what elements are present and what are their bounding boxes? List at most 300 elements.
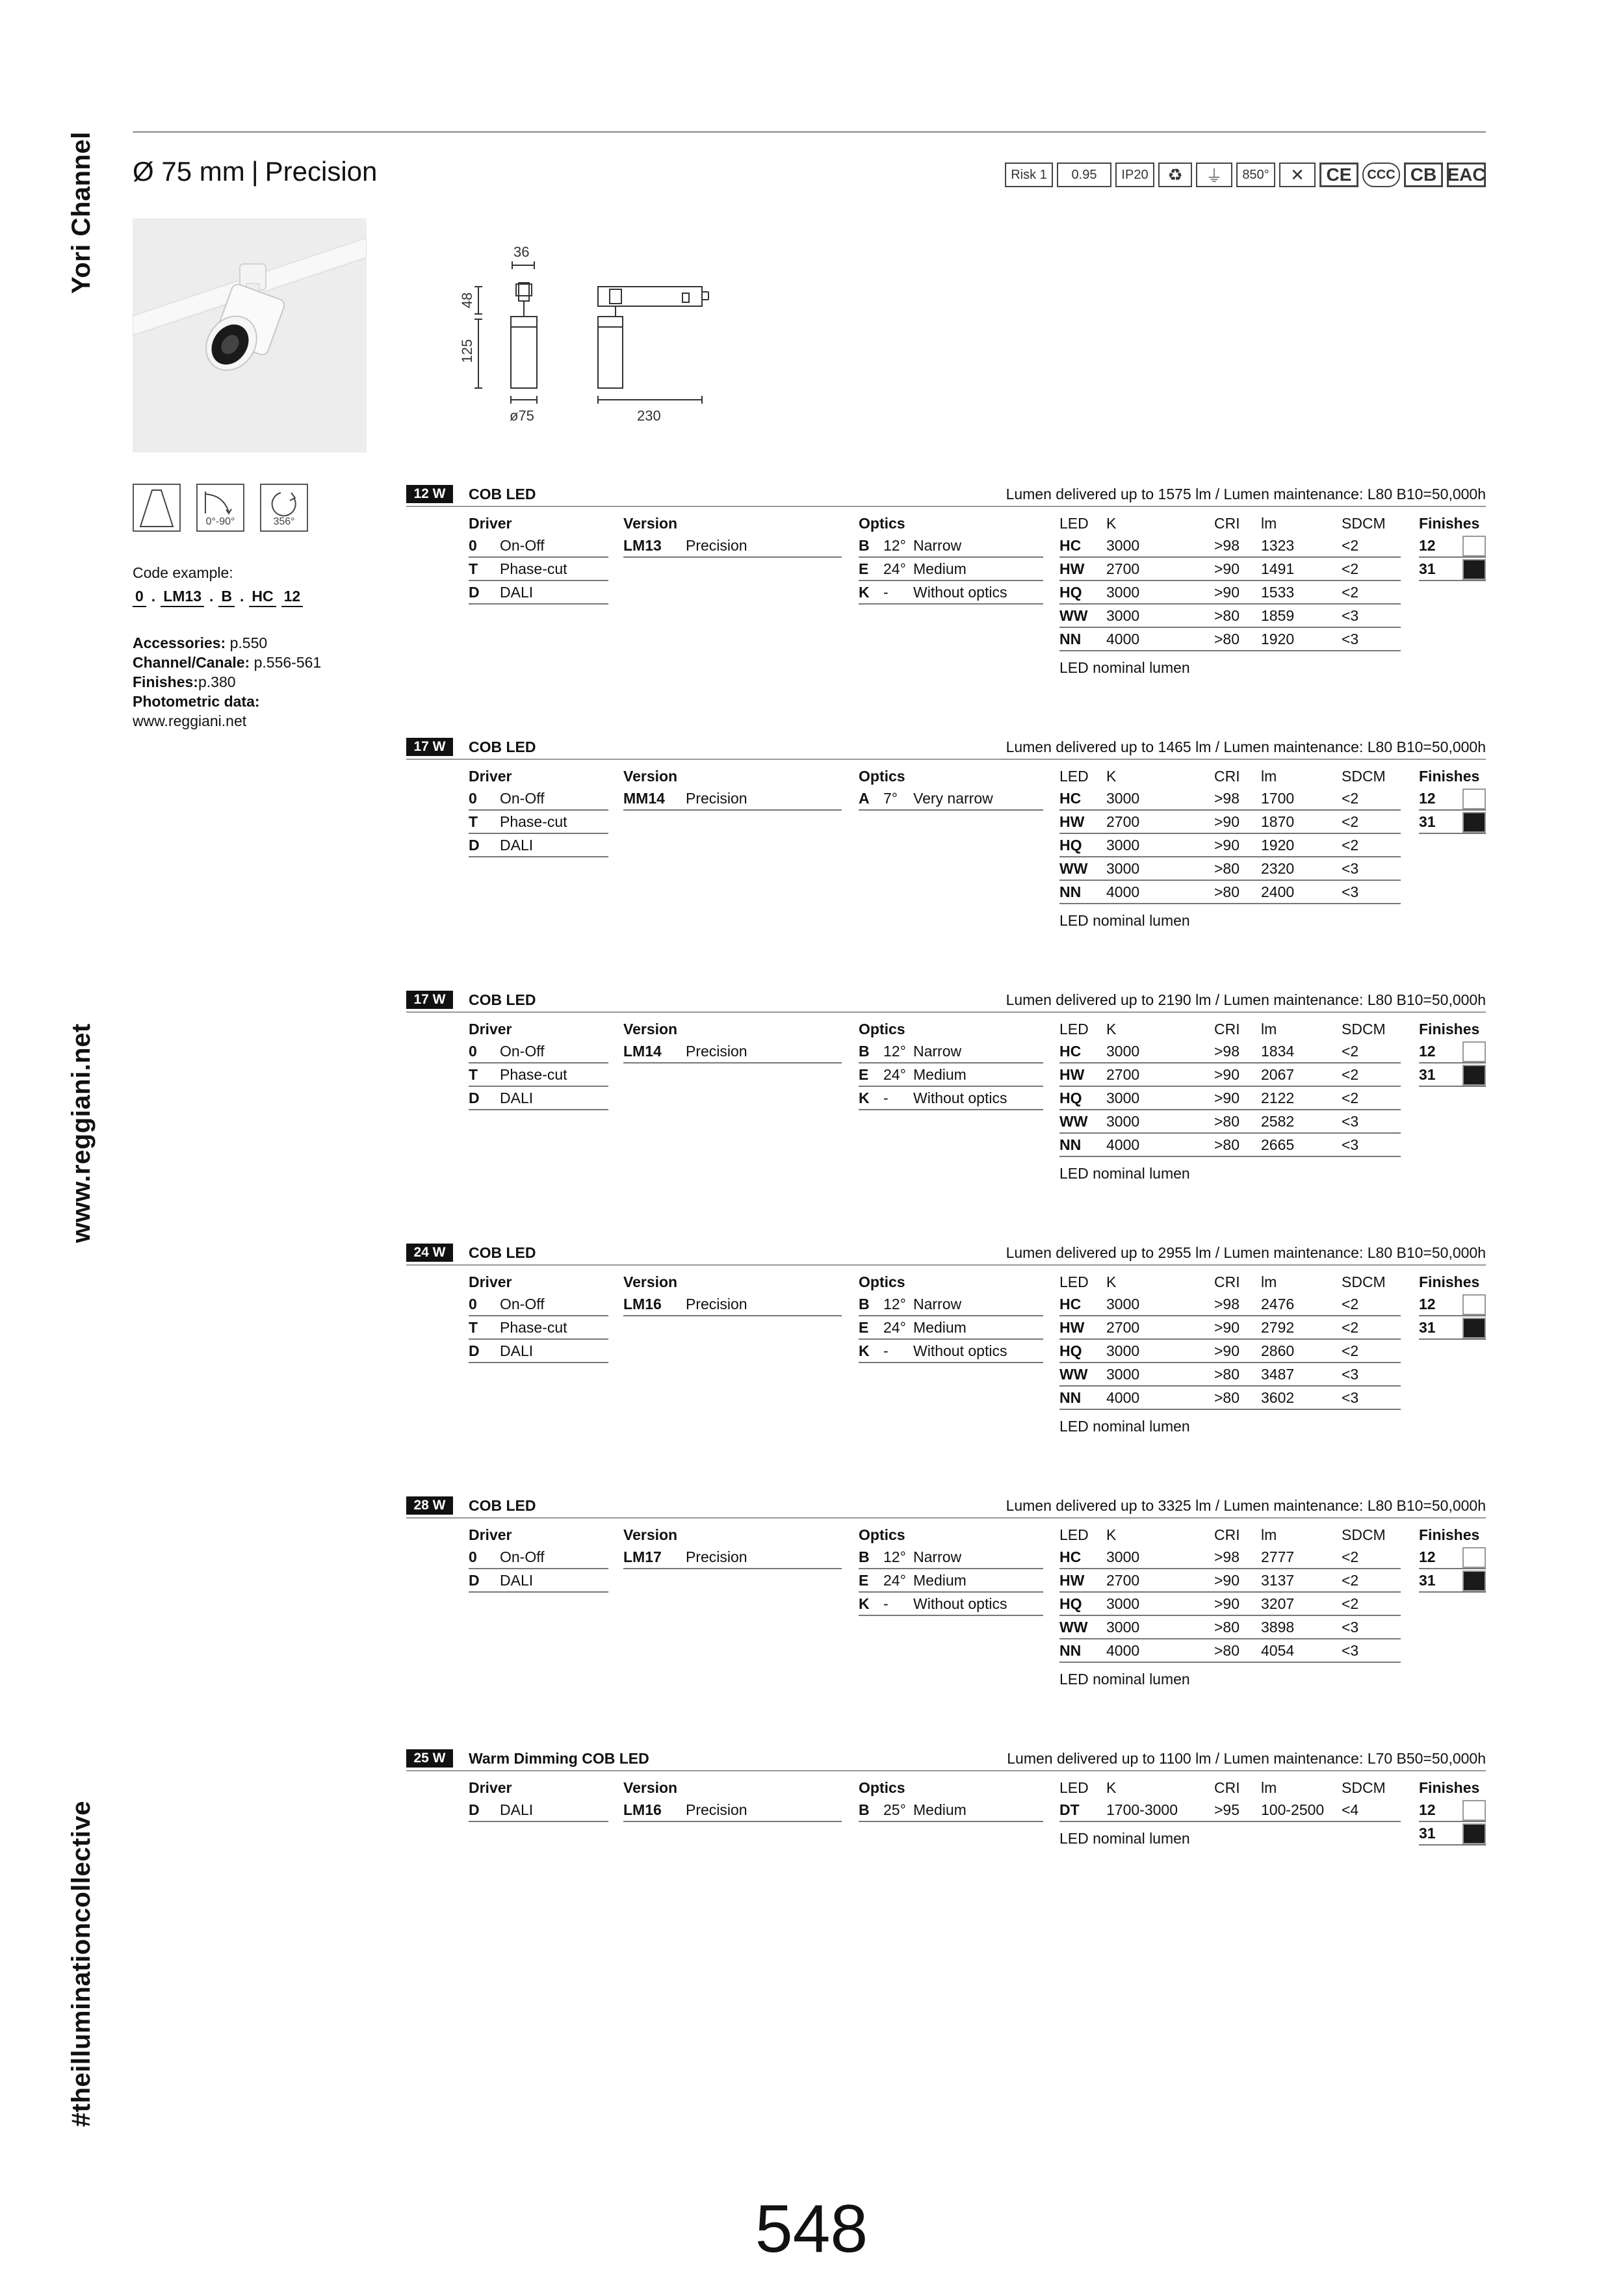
optics-column xyxy=(859,512,1043,605)
k-header: K xyxy=(1106,1526,1117,1543)
lm-header: lm xyxy=(1261,1779,1277,1796)
led-row xyxy=(1059,787,1401,811)
led-row xyxy=(1059,605,1401,628)
nominal-lumen-note: LED nominal lumen xyxy=(1059,912,1190,929)
optics-angle: - xyxy=(883,1089,889,1106)
led-column xyxy=(1059,512,1401,679)
finishes-header: Finishes xyxy=(1419,1273,1480,1290)
led-lumen: 2792 xyxy=(1261,1319,1295,1336)
led-lumen: 1920 xyxy=(1261,837,1295,854)
code-segment-driver: 0 xyxy=(133,586,146,607)
led-sdcm: <3 xyxy=(1342,1366,1359,1383)
led-kelvin: 3000 xyxy=(1106,1342,1140,1359)
driver-column xyxy=(469,1524,608,1593)
led-sdcm: <3 xyxy=(1342,1136,1359,1153)
led-header-row xyxy=(1059,512,1401,534)
cri-header: CRI xyxy=(1214,1779,1240,1796)
led-row xyxy=(1059,534,1401,558)
version-name: Precision xyxy=(686,537,747,554)
optics-row xyxy=(859,1293,1043,1316)
led-kelvin: 3000 xyxy=(1106,860,1140,877)
led-row xyxy=(1059,581,1401,605)
optics-header: Optics xyxy=(859,1021,905,1037)
led-header: LED xyxy=(1059,1779,1089,1796)
version-row xyxy=(623,1799,842,1822)
led-kelvin: 4000 xyxy=(1106,631,1140,647)
driver-type: Phase-cut xyxy=(500,813,567,830)
driver-code: T xyxy=(469,1319,478,1336)
ref-finishes: Finishes:p.380 xyxy=(133,673,236,690)
version-header: Version xyxy=(623,515,678,532)
led-row xyxy=(1059,1616,1401,1639)
section-header xyxy=(406,484,1486,507)
driver-column xyxy=(469,512,608,605)
cri-header: CRI xyxy=(1214,768,1240,785)
driver-code: D xyxy=(469,1801,480,1818)
driver-code: D xyxy=(469,1342,480,1359)
optics-code: E xyxy=(859,560,869,577)
led-cri: >80 xyxy=(1214,1113,1240,1130)
led-cri: >80 xyxy=(1214,883,1240,900)
watt-badge: 25 W xyxy=(406,1749,453,1768)
optics-beam: Medium xyxy=(913,1801,967,1818)
led-sdcm: <3 xyxy=(1342,607,1359,624)
optics-beam: Narrow xyxy=(913,1296,962,1312)
title-size: Ø 75 mm xyxy=(133,156,245,187)
optics-code: K xyxy=(859,1089,870,1106)
led-kelvin: 1700-3000 xyxy=(1106,1801,1178,1818)
finish-code: 12 xyxy=(1419,1043,1436,1060)
finish-row xyxy=(1419,1569,1486,1593)
led-row xyxy=(1059,1639,1401,1663)
driver-code: D xyxy=(469,1572,480,1589)
led-type: Warm Dimming COB LED xyxy=(469,1750,649,1767)
driver-header: Driver xyxy=(469,1021,512,1037)
driver-column xyxy=(469,765,608,857)
led-cri: >98 xyxy=(1214,790,1240,807)
version-column xyxy=(623,1524,842,1569)
website-link[interactable]: www.reggiani.net xyxy=(133,712,247,729)
led-cri: >80 xyxy=(1214,1619,1240,1636)
optics-beam: Without optics xyxy=(913,584,1007,601)
led-code: NN xyxy=(1059,631,1082,647)
led-code: HW xyxy=(1059,560,1085,577)
optics-code: B xyxy=(859,1043,870,1060)
finishes-column xyxy=(1419,1271,1486,1340)
led-cri: >80 xyxy=(1214,1136,1240,1153)
nominal-lumen-note: LED nominal lumen xyxy=(1059,1165,1190,1182)
driver-type: DALI xyxy=(500,1089,534,1106)
led-code: HC xyxy=(1059,537,1082,554)
side-label-website: www.reggiani.net xyxy=(67,1023,96,1243)
rotation-label: 356° xyxy=(273,516,295,527)
optics-column xyxy=(859,1018,1043,1110)
driver-row xyxy=(469,1799,608,1822)
optics-row xyxy=(859,1799,1043,1822)
optics-angle: 12° xyxy=(883,1043,906,1060)
version-column xyxy=(623,1271,842,1316)
led-code: HW xyxy=(1059,1066,1085,1083)
dimension-drawing xyxy=(455,244,715,432)
led-cri: >90 xyxy=(1214,584,1240,601)
optics-code: E xyxy=(859,1066,869,1083)
optics-row xyxy=(859,1340,1043,1363)
watt-badge: 17 W xyxy=(406,991,453,1009)
driver-code: 0 xyxy=(469,1043,477,1060)
k-header: K xyxy=(1106,768,1117,785)
led-row xyxy=(1059,1293,1401,1316)
version-code: LM16 xyxy=(623,1801,662,1818)
header-rule xyxy=(133,131,1486,133)
finish-row xyxy=(1419,1293,1486,1316)
driver-header: Driver xyxy=(469,1526,512,1543)
finish-code: 31 xyxy=(1419,1572,1436,1589)
finish-row xyxy=(1419,811,1486,834)
led-code: WW xyxy=(1059,1619,1088,1636)
version-row xyxy=(623,1040,842,1063)
code-example-label: Code example: xyxy=(133,564,233,581)
ccc-mark: CCC xyxy=(1362,163,1400,187)
led-lumen: 1491 xyxy=(1261,560,1295,577)
optics-code: E xyxy=(859,1319,869,1336)
led-lumen: 3602 xyxy=(1261,1389,1295,1406)
led-row xyxy=(1059,1316,1401,1340)
code-example: 0 . LM13 . B . HC 12 xyxy=(133,586,321,607)
led-kelvin: 3000 xyxy=(1106,607,1140,624)
led-sdcm: <2 xyxy=(1342,837,1359,854)
optics-column xyxy=(859,1524,1043,1616)
optics-row xyxy=(859,534,1043,558)
finish-swatch xyxy=(1462,1294,1486,1315)
led-sdcm: <3 xyxy=(1342,1389,1359,1406)
led-cri: >90 xyxy=(1214,1319,1240,1336)
code-segment-optics: B xyxy=(218,586,235,607)
led-lumen: 2582 xyxy=(1261,1113,1295,1130)
optics-beam: Medium xyxy=(913,1572,967,1589)
led-code: HQ xyxy=(1059,837,1082,854)
led-row xyxy=(1059,881,1401,904)
led-code: HW xyxy=(1059,813,1085,830)
side-label-collection: Yori Channel xyxy=(67,131,96,294)
led-header: LED xyxy=(1059,768,1089,785)
section-header xyxy=(406,737,1486,760)
led-code: NN xyxy=(1059,883,1082,900)
driver-row xyxy=(469,1040,608,1063)
spec-section xyxy=(406,1748,1486,1956)
optics-angle: 7° xyxy=(883,790,898,807)
risk-badge: Risk 1 xyxy=(1005,163,1053,187)
version-code: LM17 xyxy=(623,1548,662,1565)
driver-row xyxy=(469,834,608,857)
finish-row xyxy=(1419,787,1486,811)
led-row xyxy=(1059,1110,1401,1134)
finish-row xyxy=(1419,1316,1486,1340)
nominal-lumen-note: LED nominal lumen xyxy=(1059,1418,1190,1435)
driver-code: T xyxy=(469,1066,478,1083)
led-kelvin: 2700 xyxy=(1106,813,1140,830)
led-header: LED xyxy=(1059,1021,1089,1037)
finish-code: 31 xyxy=(1419,1319,1436,1336)
version-column xyxy=(623,512,842,558)
optics-row xyxy=(859,1546,1043,1569)
led-row xyxy=(1059,1134,1401,1157)
optics-beam: Without optics xyxy=(913,1342,1007,1359)
optics-column xyxy=(859,1777,1043,1822)
optics-row xyxy=(859,1593,1043,1616)
lumen-info: Lumen delivered up to 1100 lm / Lumen maintenance: L70 B50=50,000h xyxy=(1007,1750,1486,1767)
optics-row xyxy=(859,558,1043,581)
finishes-column xyxy=(1419,1777,1486,1846)
led-code: HC xyxy=(1059,1043,1082,1060)
led-kelvin: 4000 xyxy=(1106,1136,1140,1153)
led-lumen: 1870 xyxy=(1261,813,1295,830)
led-lumen: 100-2500 xyxy=(1261,1801,1325,1818)
optics-header: Optics xyxy=(859,1273,905,1290)
lumen-info: Lumen delivered up to 2190 lm / Lumen maintenance: L80 B10=50,000h xyxy=(1006,991,1486,1008)
optics-angle: 24° xyxy=(883,1572,906,1589)
optics-header: Optics xyxy=(859,1779,905,1796)
driver-header: Driver xyxy=(469,768,512,785)
cri-header: CRI xyxy=(1214,1021,1240,1037)
driver-type: On-Off xyxy=(500,790,545,807)
product-photo xyxy=(133,218,367,452)
led-lumen: 1834 xyxy=(1261,1043,1295,1060)
lm-header: lm xyxy=(1261,768,1277,785)
led-sdcm: <3 xyxy=(1342,1642,1359,1659)
led-cri: >90 xyxy=(1214,1595,1240,1612)
led-row xyxy=(1059,1063,1401,1087)
ce-mark: CE xyxy=(1319,163,1358,187)
optics-angle: - xyxy=(883,1342,889,1359)
led-row xyxy=(1059,1569,1401,1593)
nominal-lumen-note: LED nominal lumen xyxy=(1059,1830,1190,1847)
led-cri: >80 xyxy=(1214,1389,1240,1406)
led-column xyxy=(1059,1271,1401,1437)
led-sdcm: <2 xyxy=(1342,584,1359,601)
driver-type: On-Off xyxy=(500,1043,545,1060)
driver-row xyxy=(469,534,608,558)
led-kelvin: 3000 xyxy=(1106,1089,1140,1106)
led-kelvin: 4000 xyxy=(1106,883,1140,900)
driver-type: On-Off xyxy=(500,1296,545,1312)
optics-angle: 25° xyxy=(883,1801,906,1818)
led-sdcm: <3 xyxy=(1342,1619,1359,1636)
dim-length-230: 230 xyxy=(637,408,661,424)
led-code: HQ xyxy=(1059,584,1082,601)
driver-row xyxy=(469,1087,608,1110)
led-sdcm: <3 xyxy=(1342,631,1359,647)
led-code: NN xyxy=(1059,1136,1082,1153)
led-lumen: 2777 xyxy=(1261,1548,1295,1565)
optics-beam: Medium xyxy=(913,1066,967,1083)
version-header: Version xyxy=(623,1526,678,1543)
optics-row xyxy=(859,1316,1043,1340)
dim-width-36: 36 xyxy=(513,244,530,260)
led-row xyxy=(1059,1340,1401,1363)
optics-row xyxy=(859,1569,1043,1593)
led-sdcm: <2 xyxy=(1342,1066,1359,1083)
optics-row xyxy=(859,581,1043,605)
driver-row xyxy=(469,1063,608,1087)
led-header: LED xyxy=(1059,1273,1089,1290)
led-lumen: 3137 xyxy=(1261,1572,1295,1589)
sdcm-header: SDCM xyxy=(1342,768,1386,785)
finishes-column xyxy=(1419,1524,1486,1593)
optics-angle: 24° xyxy=(883,1319,906,1336)
finish-swatch xyxy=(1462,1571,1486,1591)
led-column xyxy=(1059,1777,1401,1849)
optics-code: B xyxy=(859,537,870,554)
driver-type: On-Off xyxy=(500,537,545,554)
led-lumen: 3207 xyxy=(1261,1595,1295,1612)
led-row xyxy=(1059,1040,1401,1063)
led-cri: >90 xyxy=(1214,1066,1240,1083)
led-lumen: 2860 xyxy=(1261,1342,1295,1359)
led-cri: >90 xyxy=(1214,1342,1240,1359)
lm-header: lm xyxy=(1261,515,1277,532)
led-kelvin: 3000 xyxy=(1106,537,1140,554)
optics-beam: Narrow xyxy=(913,1043,962,1060)
finish-row xyxy=(1419,1040,1486,1063)
ref-accessories: Accessories: p.550 xyxy=(133,634,268,651)
cri-header: CRI xyxy=(1214,1273,1240,1290)
led-sdcm: <3 xyxy=(1342,1113,1359,1130)
section-header xyxy=(406,1495,1486,1519)
led-kelvin: 3000 xyxy=(1106,1113,1140,1130)
lm-header: lm xyxy=(1261,1526,1277,1543)
driver-row xyxy=(469,1340,608,1363)
optics-column xyxy=(859,765,1043,811)
led-type: COB LED xyxy=(469,486,536,502)
led-code: HW xyxy=(1059,1572,1085,1589)
led-cri: >90 xyxy=(1214,1089,1240,1106)
led-sdcm: <2 xyxy=(1342,813,1359,830)
k-header: K xyxy=(1106,1021,1117,1037)
finish-swatch xyxy=(1462,789,1486,809)
finish-code: 31 xyxy=(1419,560,1436,577)
eac-mark: EAC xyxy=(1447,163,1486,187)
driver-row xyxy=(469,787,608,811)
led-sdcm: <2 xyxy=(1342,1089,1359,1106)
driver-type: DALI xyxy=(500,837,534,854)
sdcm-header: SDCM xyxy=(1342,1526,1386,1543)
led-row xyxy=(1059,1363,1401,1387)
finishes-header: Finishes xyxy=(1419,1526,1480,1543)
ip-rating-badge: IP20 xyxy=(1115,163,1154,187)
page-number: 548 xyxy=(755,2191,868,2267)
finishes-column xyxy=(1419,512,1486,581)
led-lumen: 4054 xyxy=(1261,1642,1295,1659)
certification-strip xyxy=(1005,163,1486,187)
driver-code: D xyxy=(469,1089,480,1106)
driver-code: 0 xyxy=(469,790,477,807)
finish-row xyxy=(1419,558,1486,581)
led-sdcm: <2 xyxy=(1342,1595,1359,1612)
driver-code: D xyxy=(469,837,480,854)
ref-channel: Channel/Canale: p.556-561 xyxy=(133,654,322,671)
finish-code: 12 xyxy=(1419,1296,1436,1312)
finish-row xyxy=(1419,534,1486,558)
led-lumen: 3898 xyxy=(1261,1619,1295,1636)
led-row xyxy=(1059,834,1401,857)
driver-row xyxy=(469,811,608,834)
dim-height-48: 48 xyxy=(459,292,475,309)
led-kelvin: 2700 xyxy=(1106,1066,1140,1083)
spec-section xyxy=(406,737,1486,945)
driver-row xyxy=(469,1546,608,1569)
led-cri: >80 xyxy=(1214,631,1240,647)
spec-section xyxy=(406,1495,1486,1703)
sdcm-header: SDCM xyxy=(1342,1273,1386,1290)
optics-code: K xyxy=(859,1595,870,1612)
led-row xyxy=(1059,1799,1401,1822)
code-segment-led: HC xyxy=(249,586,276,607)
led-row xyxy=(1059,857,1401,881)
watt-badge: 24 W xyxy=(406,1244,453,1262)
recycle-icon: ♻ xyxy=(1158,163,1192,187)
driver-column xyxy=(469,1777,608,1822)
led-row xyxy=(1059,811,1401,834)
led-kelvin: 3000 xyxy=(1106,1595,1140,1612)
led-sdcm: <2 xyxy=(1342,1342,1359,1359)
led-column xyxy=(1059,765,1401,932)
led-kelvin: 4000 xyxy=(1106,1389,1140,1406)
sdcm-header: SDCM xyxy=(1342,515,1386,532)
driver-code: 0 xyxy=(469,1548,477,1565)
led-cri: >98 xyxy=(1214,537,1240,554)
led-cri: >80 xyxy=(1214,860,1240,877)
led-kelvin: 3000 xyxy=(1106,584,1140,601)
driver-type: DALI xyxy=(500,1572,534,1589)
led-header-row xyxy=(1059,1777,1401,1799)
led-cri: >80 xyxy=(1214,1366,1240,1383)
nominal-lumen-note: LED nominal lumen xyxy=(1059,1671,1190,1688)
finish-swatch xyxy=(1462,1800,1486,1821)
led-code: NN xyxy=(1059,1389,1082,1406)
version-header: Version xyxy=(623,1273,678,1290)
led-lumen: 2400 xyxy=(1261,883,1295,900)
finish-swatch xyxy=(1462,812,1486,833)
led-sdcm: <3 xyxy=(1342,860,1359,877)
led-type: COB LED xyxy=(469,738,536,755)
led-kelvin: 3000 xyxy=(1106,1366,1140,1383)
led-sdcm: <2 xyxy=(1342,1572,1359,1589)
optics-beam: Narrow xyxy=(913,1548,962,1565)
led-kelvin: 2700 xyxy=(1106,560,1140,577)
version-name: Precision xyxy=(686,1043,747,1060)
watt-badge: 28 W xyxy=(406,1496,453,1515)
led-sdcm: <2 xyxy=(1342,790,1359,807)
dim-diameter-75: ø75 xyxy=(510,408,534,424)
lm-header: lm xyxy=(1261,1273,1277,1290)
led-sdcm: <2 xyxy=(1342,1319,1359,1336)
optics-row xyxy=(859,1040,1043,1063)
led-code: HQ xyxy=(1059,1089,1082,1106)
optics-header: Optics xyxy=(859,1526,905,1543)
driver-code: 0 xyxy=(469,1296,477,1312)
finish-code: 12 xyxy=(1419,537,1436,554)
led-kelvin: 3000 xyxy=(1106,1043,1140,1060)
driver-header: Driver xyxy=(469,1779,512,1796)
finish-code: 12 xyxy=(1419,1548,1436,1565)
led-lumen: 1700 xyxy=(1261,790,1295,807)
optics-header: Optics xyxy=(859,515,905,532)
version-column xyxy=(623,765,842,811)
optics-code: K xyxy=(859,584,870,601)
led-lumen: 1859 xyxy=(1261,607,1295,624)
lumen-info: Lumen delivered up to 1575 lm / Lumen maintenance: L80 B10=50,000h xyxy=(1006,486,1486,502)
info-block xyxy=(133,563,321,731)
